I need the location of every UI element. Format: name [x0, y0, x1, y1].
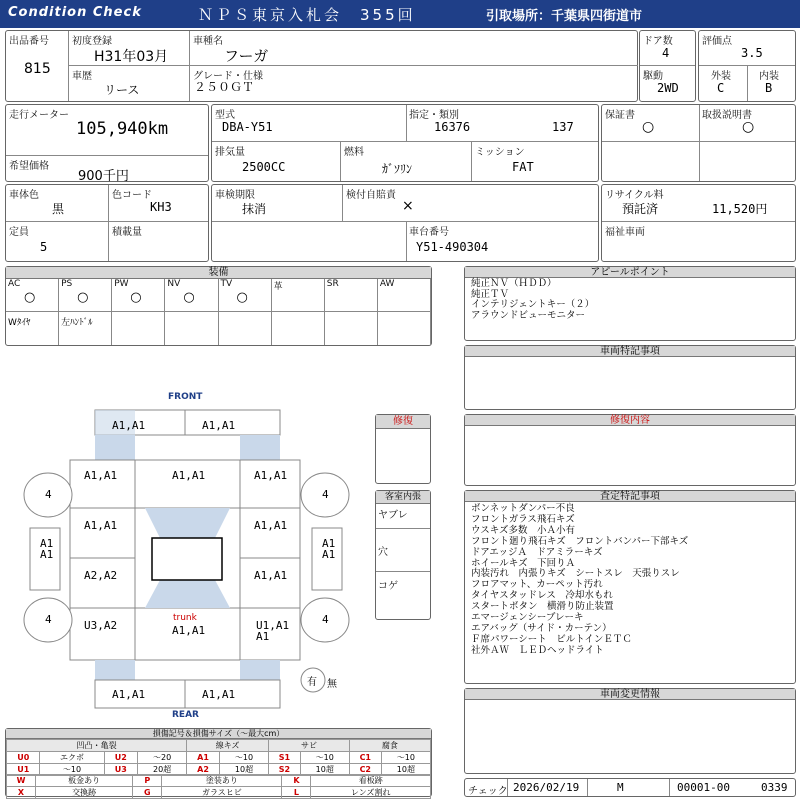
appeal-title: アピールポイント [465, 267, 795, 278]
hood: A1,A1 [172, 469, 206, 482]
chassis-label: 車台番号 [409, 227, 449, 238]
equipment-mark: ○ [77, 290, 89, 305]
history-label: 車歴 [72, 71, 92, 82]
exterior-grade: C [717, 81, 725, 95]
doors-label: ドア数 [643, 36, 673, 47]
repair-title: 修復 [376, 415, 430, 429]
legend-mark-cell: G [133, 787, 162, 799]
legend-mark-cell: K [282, 775, 311, 787]
price: 900千円 [78, 169, 129, 184]
drive: 2WD [657, 81, 679, 95]
equipment-cell-row2 [272, 312, 325, 345]
legend-mark-cell: L [282, 787, 311, 799]
appeal-list [471, 279, 791, 321]
drive-label: 駆動 [643, 71, 663, 82]
inspection-note-line: ホイールキズ 下回りＡ [471, 557, 576, 569]
rear-fender-left: U3,A2 [84, 619, 118, 632]
first-reg: H31年03月 [94, 49, 169, 65]
appeal-box [464, 266, 796, 341]
equipment-cell-row2 [219, 312, 272, 345]
equipment-extra: 左ﾊﾝﾄﾞﾙ [61, 318, 93, 328]
fuel-label: 燃料 [344, 147, 364, 158]
special-box [464, 345, 796, 410]
category-no: 137 [552, 120, 574, 134]
vehicle-info-box [5, 30, 638, 102]
load-label: 積載量 [112, 227, 142, 238]
rear-door-right: A1,A1 [254, 569, 288, 582]
equipment-name: PS [61, 279, 73, 289]
check-date: 2026/02/19 [513, 781, 580, 794]
front-bumper-left: A1,A1 [112, 419, 146, 432]
mileage-label: 走行メーター [9, 110, 69, 121]
legend-mark-cell: P [133, 775, 162, 787]
equipment-cell-row2 [325, 312, 378, 345]
legend-cell: ～10 [381, 752, 430, 764]
warranty-mark: ○ [642, 119, 655, 135]
equipment-extra: Wﾀｲﾔ [8, 318, 31, 328]
tire-front-right: 4 [322, 488, 329, 501]
equipment-mark: ○ [183, 290, 195, 305]
legend-cell: エクボ [40, 752, 104, 764]
fuel: ｶﾞｿﾘﾝ [382, 162, 413, 176]
history: リース [104, 83, 140, 97]
warranty-box [601, 104, 796, 182]
legend-mark-cell: 板金あり [36, 775, 133, 787]
equipment-name: NV [167, 279, 181, 289]
capacity: 5 [40, 240, 48, 254]
inspection-note-line: Ｆ席パワーシート ビルトインＥＴＣ [471, 633, 632, 645]
body-color: 黒 [52, 202, 65, 216]
inspection-note-line: ボンネットダンパー不良 [471, 503, 575, 514]
legend-mark-cell: レンズ割れ [311, 787, 431, 799]
doors-drive-box [639, 30, 696, 102]
interior-grade: B [765, 81, 773, 95]
grade-label: グレード・仕様 [193, 71, 263, 82]
equipment-name: PW [114, 279, 129, 289]
designation-no: 16376 [434, 120, 471, 134]
inspection-box [211, 184, 599, 262]
equipment-cell-nv [165, 279, 218, 312]
inspection-note-line: タイヤスタッドレス 冷却水もれ [471, 590, 613, 602]
equipment-mark: ○ [24, 290, 36, 305]
spare-tire-no: 無 [327, 679, 337, 690]
inspection-note-line: ウスキズ多数 小Ａ小有 [471, 524, 576, 536]
tear-label: ヤブレ [378, 510, 408, 521]
rear-bumper-left: A1,A1 [112, 688, 146, 701]
equipment-cell-tv [219, 279, 272, 312]
inspection-note-line: エアバッグ（サイド・カーテン） [471, 622, 612, 634]
rear-fender-right: U1,A1 [256, 619, 290, 632]
legend-cell: 10超 [381, 764, 430, 776]
displacement: 2500CC [242, 160, 286, 174]
equipment-cell-革 [272, 279, 325, 312]
check-number: 0339 [761, 781, 788, 794]
appeal-line: アラウンドビューモニター [471, 309, 586, 321]
check-code: 00001-00 [677, 781, 730, 794]
inspection-label: 車検期限 [215, 190, 255, 201]
score-box [698, 30, 796, 102]
grade: ２５０ＧＴ [194, 80, 255, 94]
legend-cell: U1 [7, 764, 40, 776]
equipment-cell-ac [6, 279, 59, 312]
interior-damage-title: 客室内張 [376, 491, 430, 504]
interior-label: 内装 [759, 71, 779, 82]
type-label: 型式 [215, 110, 235, 121]
displacement-label: 排気量 [215, 147, 245, 158]
inspection-expiry: 抹消 [242, 202, 267, 216]
liability-mark: × [402, 198, 414, 214]
mission: FAT [512, 160, 534, 174]
damage-legend [5, 728, 432, 797]
legend-mark-cell: X [7, 787, 36, 799]
appeal-line: インテリジェントキー（２） [471, 299, 595, 310]
rear-label: REAR [172, 710, 199, 720]
trunk-lid: A1,A1 [172, 624, 206, 637]
equipment-cell-sr [325, 279, 378, 312]
rear-door-left: A2,A2 [84, 569, 118, 582]
appeal-line: 純正ＮＶ（ＨＤＤ） [471, 278, 557, 289]
legend-cell: U3 [104, 764, 137, 776]
recycle-box [601, 184, 796, 262]
legend-cell: A1 [187, 752, 220, 764]
legend-mark-cell: 塗装あり [162, 775, 282, 787]
change-title: 車両変更情報 [465, 689, 795, 700]
equipment-name: AC [8, 279, 21, 289]
warranty-label: 保証書 [605, 110, 635, 121]
inspection-note-line: フロアマット、カーペット汚れ [471, 579, 603, 591]
inspection-note-line: 内装汚れ 内張りキズ シートスレ 天張りスレ [471, 568, 680, 580]
exterior-label: 外装 [711, 71, 731, 82]
inspection-notes-list [471, 504, 793, 657]
inspection-note-line: スタートボタン 横滑り防止装置 [471, 601, 614, 613]
equipment-name: 革 [273, 282, 283, 292]
trunk-label: trunk [173, 613, 197, 623]
legend-cell: ～10 [40, 764, 104, 776]
interior-damage-box [375, 490, 431, 620]
front-label: FRONT [168, 392, 203, 402]
rear-fender-right-2: A1 [256, 630, 270, 643]
equipment-mark: ○ [130, 290, 142, 305]
equipment-name: SR [326, 279, 339, 289]
tire-rear-right: 4 [322, 613, 329, 626]
side-sill-left: A1 A1 [40, 537, 54, 561]
legend-mark-cell: ガラスヒビ [162, 787, 282, 799]
pickup-location: 引取場所：千葉県四街道市 [486, 9, 643, 24]
legend-cell: ～10 [300, 752, 349, 764]
price-label: 希望価格 [9, 161, 49, 172]
front-fender-left: A1,A1 [84, 469, 118, 482]
equipment-box [5, 266, 432, 346]
hole-label: 穴 [378, 547, 388, 558]
legend-cell: S2 [269, 764, 301, 776]
mileage-box [5, 104, 209, 182]
inspection-note-line: 社外ＡＷ ＬＥＤヘッドライト [471, 644, 604, 656]
model-type: DBA-Y51 [222, 120, 273, 134]
legend-cell: 10超 [219, 764, 268, 776]
repair-detail-title: 修復内容 [465, 415, 795, 426]
legend-title: 損傷記号＆損傷サイズ（～最大cm） [6, 729, 431, 739]
score: 3.5 [741, 46, 763, 60]
tire-front-left: 4 [45, 488, 52, 501]
type-box [211, 104, 599, 182]
equipment-cell-row2 [378, 312, 431, 345]
inspection-notes-box [464, 490, 796, 684]
legend-mark-cell: 交換跡 [36, 787, 133, 799]
legend-header: 凹凸・亀裂 [7, 740, 187, 752]
legend-cell: 10超 [300, 764, 349, 776]
change-box [464, 688, 796, 774]
header-bar [0, 0, 800, 28]
repair-detail-box [464, 414, 796, 486]
equipment-title: 装備 [6, 267, 431, 279]
check-mark: M [617, 781, 624, 794]
recycle-status: 預託済 [622, 202, 659, 216]
color-label: 車体色 [9, 190, 39, 201]
legend-cell: C2 [349, 764, 381, 776]
equipment-grid [6, 279, 431, 345]
legend-cell: U0 [7, 752, 40, 764]
manual-mark: ○ [742, 119, 755, 135]
equipment-name: AW [379, 279, 395, 289]
appeal-line: 純正ＴＶ [471, 288, 510, 300]
auction-name: ＮＰＳ東京入札会 355回 [198, 6, 416, 24]
tire-rear-left: 4 [45, 613, 52, 626]
equipment-mark: ○ [236, 290, 248, 305]
side-sill-right: A1 A1 [322, 537, 336, 561]
liability-label: 検付自賠責 [346, 190, 396, 201]
car-diagram [0, 390, 370, 720]
equipment-cell-row2 [6, 312, 59, 345]
front-bumper-right: A1,A1 [202, 419, 236, 432]
inspection-note-line: エマージェンシーブレーキ [471, 612, 584, 624]
equipment-cell-pw [112, 279, 165, 312]
manual-label: 取扱説明書 [702, 110, 752, 121]
equipment-name: TV [220, 279, 233, 289]
legend-header: サビ [269, 740, 350, 752]
score-label: 評価点 [702, 36, 732, 47]
header-title: Condition Check [8, 5, 142, 20]
legend-marks-table [6, 774, 431, 799]
rear-bumper-right: A1,A1 [202, 688, 236, 701]
color-code: KH3 [150, 200, 172, 214]
color-box [5, 184, 209, 262]
legend-header: 線キズ [187, 740, 269, 752]
front-door-right: A1,A1 [254, 519, 288, 532]
equipment-cell-ps [59, 279, 112, 312]
model-name: フーガ [224, 47, 269, 65]
legend-table [6, 739, 431, 776]
legend-cell: C1 [349, 752, 381, 764]
inspection-note-line: フロントガラス飛石キズ [471, 513, 575, 525]
chassis-no: Y51-490304 [416, 240, 489, 254]
equipment-cell-row2 [112, 312, 165, 345]
model-name-label: 車種名 [193, 36, 223, 47]
legend-mark-cell: W [7, 775, 36, 787]
burn-label: コゲ [378, 581, 398, 592]
inspection-notes-title: 査定特記事項 [465, 491, 795, 502]
lot-no-label: 出品番号 [9, 36, 49, 47]
special-title: 車両特記事項 [465, 346, 795, 357]
repair-box [375, 414, 431, 484]
legend-cell: A2 [187, 764, 220, 776]
mission-label: ミッション [475, 147, 525, 158]
equipment-cell-row2 [59, 312, 112, 345]
legend-cell: ～10 [219, 752, 268, 764]
capacity-label: 定員 [9, 227, 29, 238]
legend-mark-cell: 看板跡 [311, 775, 431, 787]
legend-cell: 20超 [138, 764, 187, 776]
mileage: 105,940km [76, 119, 169, 139]
spare-tire-yes: 有 [307, 677, 317, 688]
inspection-note-line: ドアエッジＡ ドアミラーキズ [471, 546, 603, 558]
inspection-note-line: フロント廻り飛石キズ フロントバンパー下部キズ [471, 535, 689, 547]
welfare-label: 福祉車両 [605, 227, 645, 238]
equipment-cell-row2 [165, 312, 218, 345]
recycle-fee: 11,520円 [712, 202, 768, 216]
doors: 4 [662, 46, 670, 60]
equipment-cell-aw [378, 279, 431, 312]
footer-bar [464, 778, 796, 797]
first-reg-label: 初度登録 [72, 36, 112, 47]
front-door-left: A1,A1 [84, 519, 118, 532]
lot-no: 815 [24, 61, 51, 77]
legend-header: 腐食 [349, 740, 430, 752]
color-code-label: 色コード [112, 190, 152, 201]
legend-cell: S1 [269, 752, 301, 764]
recycle-label: リサイクル料 [605, 190, 664, 201]
front-fender-right: A1,A1 [254, 469, 288, 482]
designation-label: 指定・類別 [409, 110, 459, 121]
legend-cell: ～20 [138, 752, 187, 764]
check-label: チェック [468, 786, 508, 797]
legend-cell: U2 [104, 752, 137, 764]
